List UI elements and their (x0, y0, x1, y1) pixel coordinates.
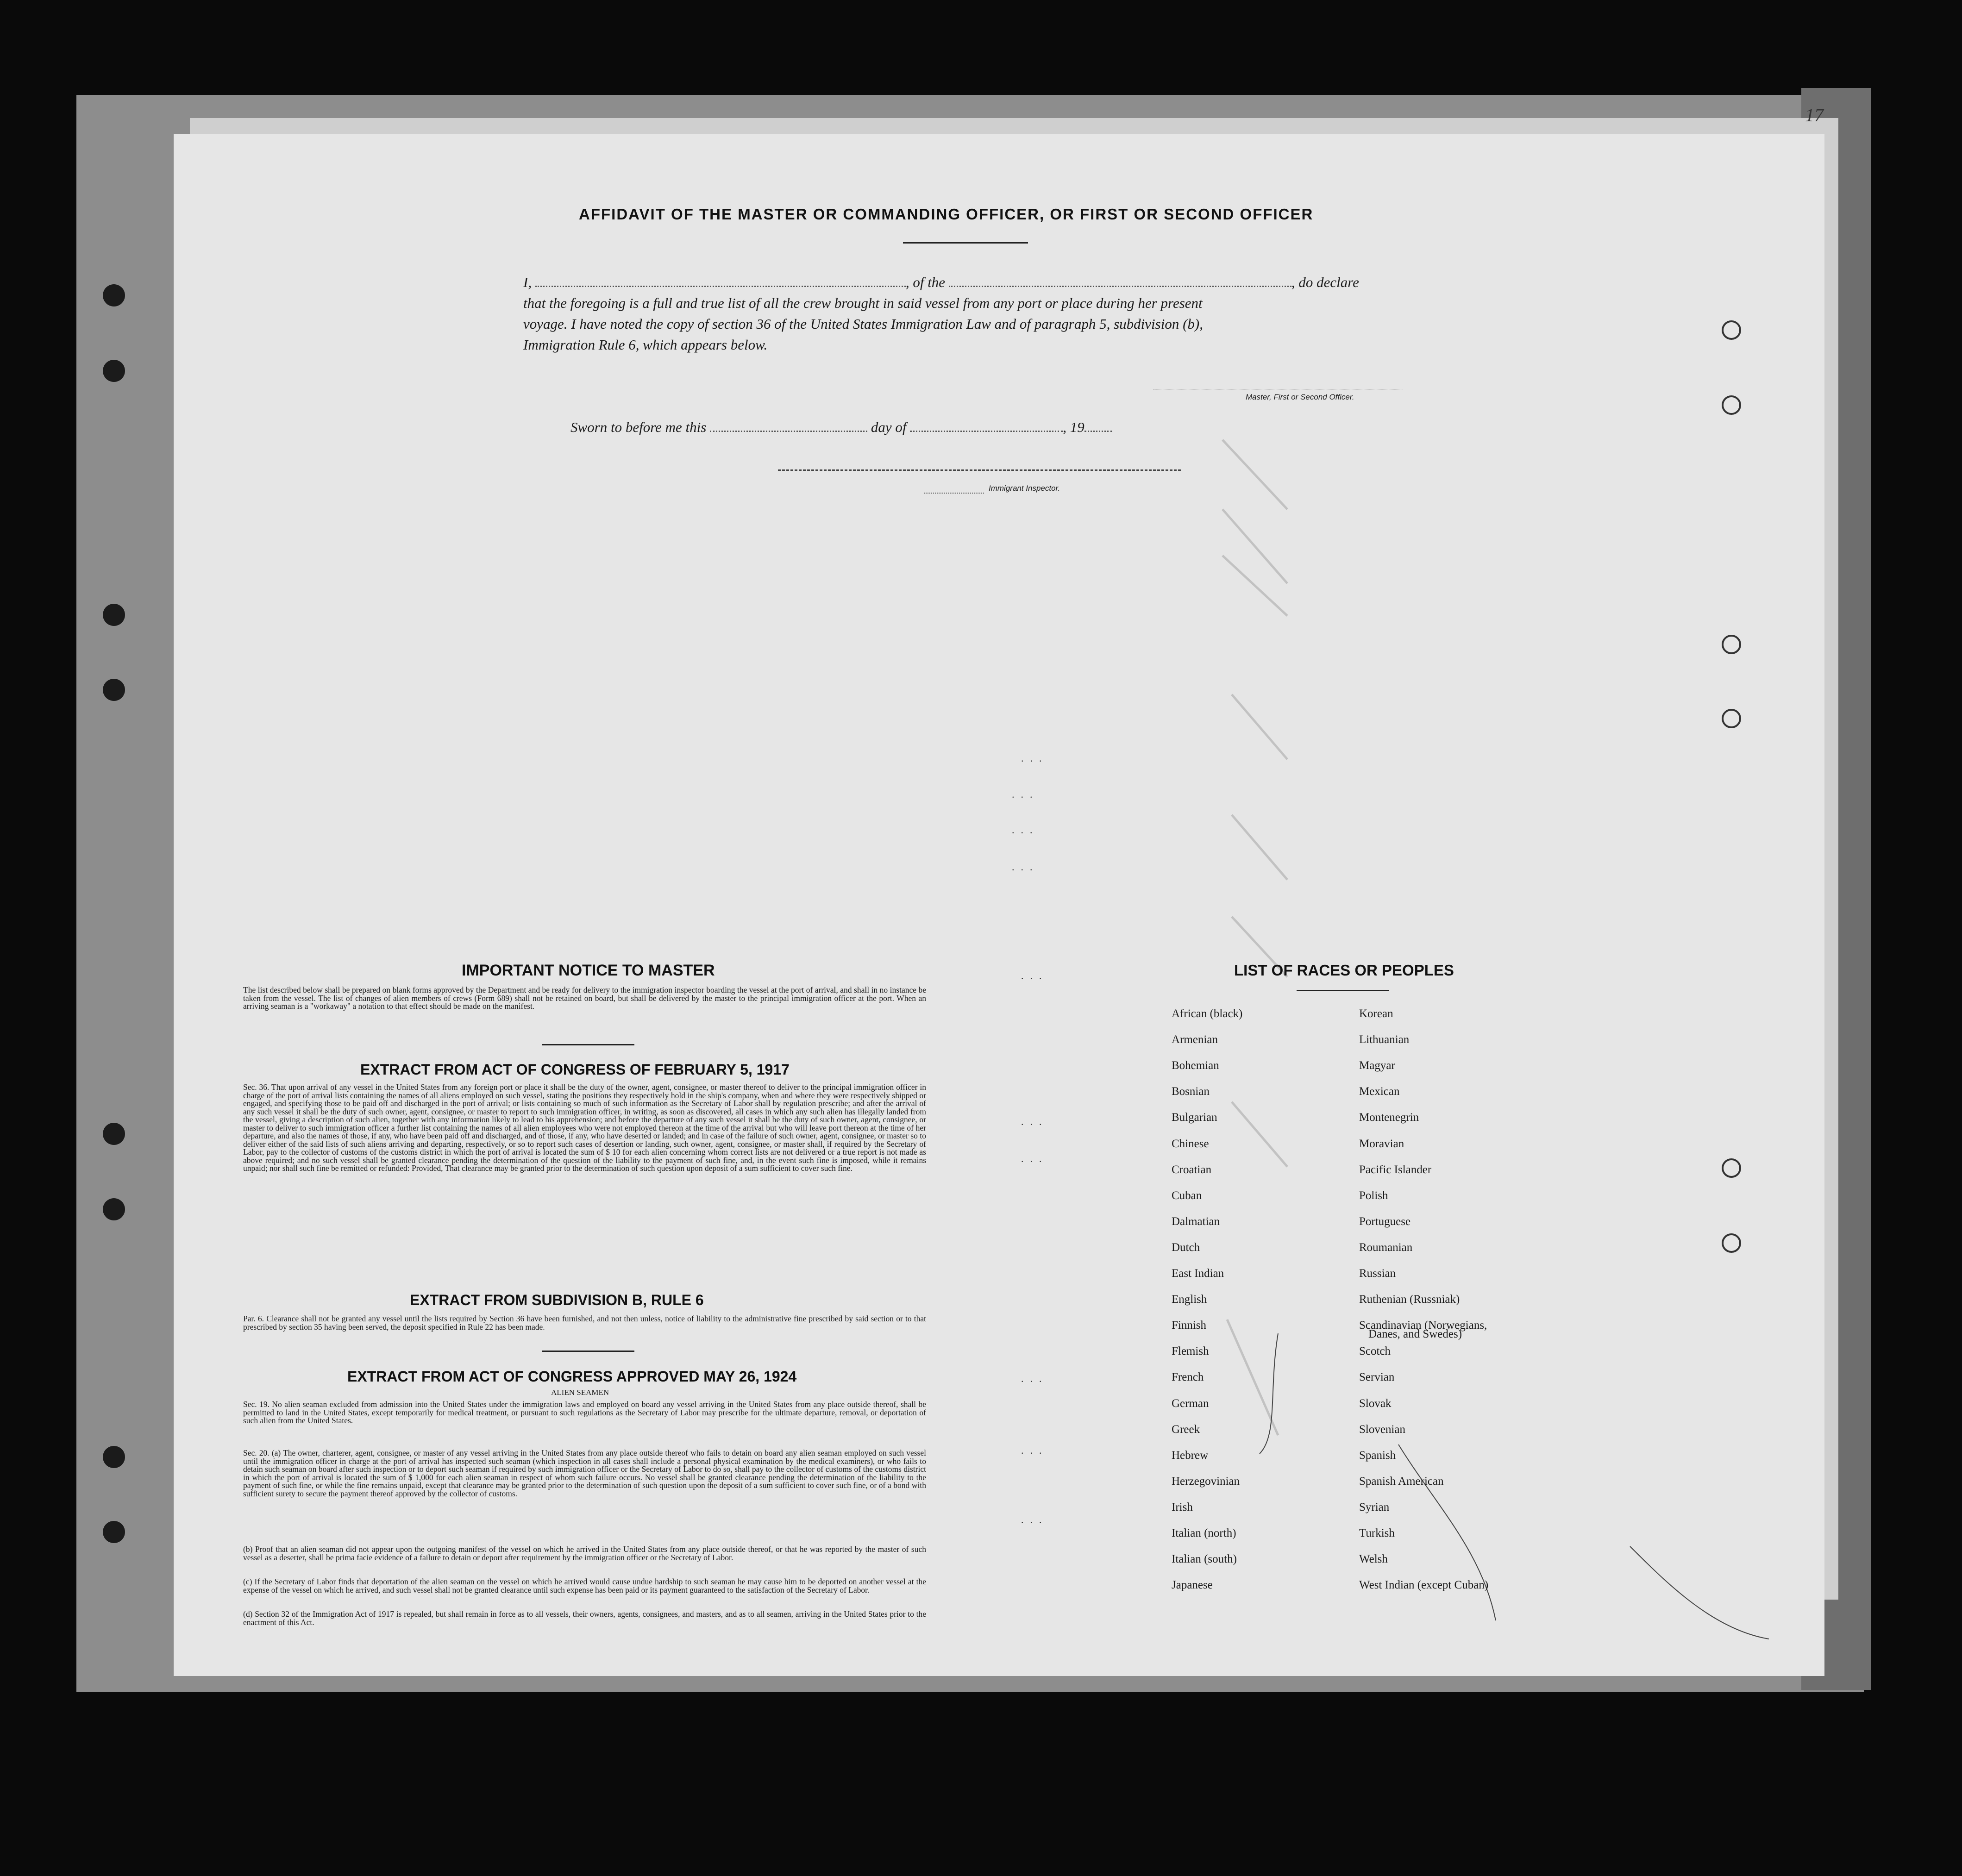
race-item: Russian (1359, 1267, 1396, 1280)
race-item: Herzegovinian (1172, 1475, 1240, 1488)
notice-text: The list described below shall be prepared on blank forms approved by the Department and be ready for delivery to the immigration inspector boarding the vessel at the port of arrival, and shall in no instance be taken from the vessel. The list of changes of alien members of crews (Form 689) shall not be retained on board, but shall be delivered by the master to the principal immigration officer at the port. When an arriving seaman is a "workaway" a notation to that effect should be made on the manifest. (243, 985, 926, 1011)
race-item: Roumanian (1359, 1241, 1413, 1254)
race-item: Cuban (1172, 1189, 1202, 1202)
race-item: African (black) (1172, 1007, 1243, 1020)
extract-1917-text: Sec. 36. That upon arrival of any vessel in the United States from any foreign port or place it shall be the duty of the owner, agent, consignee, or master thereof to deliver to the principal immigration officer in charge of the port of arrival lists containing the names of all aliens employed on such vessel, stating the positions they respectively hold in the ship's company, when and where they were respectively shipped or engaged, and specifying those to be paid off and discharged in the port of arrival; or lists containing so much of such information as the Secretary of Labor shall by regulation prescribe; and after the arrival of any such vessel it shall be the duty of such owner, agent, consignee, or master to report to such immigration officer, in writing, as soon as discovered, all cases in which any such alien has illegally landed from the vessel, giving a description of such alien, together with any information likely to lead to his apprehension; and before the departure of any such vessel it shall be the duty of such owner, agent, consignee, or master to deliver to such immigration officer a further list containing the names of all alien employees who were not employed thereon at the time of the arrival but who will leave port thereon at the time of her departure, and also the names of those, if any, who have been paid off and discharged, and of those, if any, who have deserted or landed; and in case of the failure of such owner, agent, consignee, or master so to deliver either of the said lists of such aliens arriving and departing, respectively, or so to report such cases of desertion or landing, such owner, agent, consignee, or master shall, if required by the Secretary of Labor, pay to the collector of customs of the customs district in which the port of arrival is located the sum of $ 10 for each alien concerning whom correct lists are not delivered or a true report is not made as above required; and no such vessel shall be granted clearance pending the determination of the question of the liability to the payment of such fine, and, in the event such fine is imposed, while it remains unpaid; nor shall such fine be remitted or refunded: Provided, That clearance may be granted prior to the determination of such question upon deposit of a sum sufficient to cover such fine. (243, 1082, 926, 1173)
year-label: , 19 (1063, 419, 1084, 435)
race-item: Bosnian (1172, 1085, 1210, 1098)
race-item: Slovak (1359, 1397, 1392, 1410)
sec19-text: Sec. 19. No alien seaman excluded from admission into the United States under the immigration laws and employed on board any vessel arriving in the United States from any place outside thereof, shall be permitted to land in the United States, except temporarily for medical treatment, or pursuant to such regulations as the Secretary of Labor may prescribe for the ultimate departure, removal, or deportation of such alien from the United States. (243, 1400, 926, 1425)
extract-1924-title: EXTRACT FROM ACT OF CONGRESS APPROVED MAY 26, 1924 (347, 1368, 797, 1385)
race-item: Greek (1172, 1423, 1200, 1436)
race-item: English (1172, 1293, 1207, 1306)
race-item: Pacific Islander (1359, 1163, 1432, 1176)
race-item: Moravian (1359, 1138, 1404, 1150)
affidavit-line-3: voyage. I have noted the copy of section 36 of the United States Immigration Law and of paragraph 5, subdivision (b), (523, 316, 1203, 332)
race-item: Scandinavian (Norwegians, (1359, 1319, 1487, 1332)
race-item: Mexican (1359, 1085, 1400, 1098)
dot-mark: ... (1012, 788, 1039, 800)
master-caption: Master, First or Second Officer. (1246, 393, 1354, 401)
race-item: Scotch (1359, 1345, 1391, 1357)
race-item: Armenian (1172, 1033, 1218, 1046)
do-declare-label: , do declare (1291, 274, 1359, 290)
race-item: Turkish (1359, 1527, 1395, 1539)
race-item: Polish (1359, 1189, 1388, 1202)
race-item: Ruthenian (Russniak) (1359, 1293, 1460, 1306)
sworn-label: Sworn to before me this (570, 419, 707, 435)
affidavit-title: AFFIDAVIT OF THE MASTER OR COMMANDING OFFICER, OR FIRST OR SECOND OFFICER (579, 206, 1314, 223)
race-item: West Indian (except Cuban) (1359, 1579, 1489, 1591)
dot-mark: ... (1021, 752, 1048, 764)
extract-rule6-text: Par. 6. Clearance shall not be granted any vessel until the lists required by Section 36 have been furnished, and not then unless, notice of liability to the administrative fine prescribed by said section or to that prescribed by section 35 having been served, the deposit specified in Rule 22 has been made. (243, 1314, 926, 1332)
race-item: Irish (1172, 1501, 1193, 1513)
dot-mark: ... (1021, 1153, 1048, 1164)
notice-title: IMPORTANT NOTICE TO MASTER (462, 962, 715, 979)
race-item: Flemish (1172, 1345, 1209, 1357)
race-item: Lithuanian (1359, 1033, 1410, 1046)
race-item: Spanish American (1359, 1475, 1444, 1488)
extract-1917-title: EXTRACT FROM ACT OF CONGRESS OF FEBRUARY 5, 1917 (360, 1061, 790, 1078)
race-item: Syrian (1359, 1501, 1390, 1513)
race-item: Dalmatian (1172, 1215, 1220, 1228)
race-item: Danes, and Swedes) (1368, 1328, 1462, 1340)
race-item: Korean (1359, 1007, 1393, 1020)
day-of-label: day of (871, 419, 907, 435)
dot-mark: ... (1021, 1514, 1048, 1526)
affidavit-line-2: that the foregoing is a full and true list of all the crew brought in said vessel from any port or place during her present (523, 295, 1203, 311)
dot-mark: ... (1021, 1445, 1048, 1456)
dot-mark: ... (1021, 1116, 1048, 1127)
i-label: I, (523, 274, 532, 290)
race-item: Bohemian (1172, 1059, 1219, 1072)
rule6-rule (542, 1351, 634, 1352)
race-item: French (1172, 1371, 1204, 1383)
race-item: Servian (1359, 1371, 1395, 1383)
race-item: Italian (south) (1172, 1553, 1237, 1565)
of-the-label: , of the (905, 274, 946, 290)
dot-mark: ... (1021, 1373, 1048, 1384)
extract-rule6-title: EXTRACT FROM SUBDIVISION B, RULE 6 (410, 1292, 704, 1308)
sec20c-text: (c) If the Secretary of Labor finds that deportation of the alien seaman on the vessel on which he arrived would cause undue hardship to such seaman he may cause him to be deported on another vessel at the expense of the vessel on which he arrived, and such vessel shall not be granted clearance until such expense has been paid or its payment guaranteed to the satisfaction of the Secretary of Labor. (243, 1577, 926, 1595)
race-item: Welsh (1359, 1553, 1388, 1565)
race-item: Montenegrin (1359, 1111, 1419, 1124)
race-item: Hebrew (1172, 1449, 1209, 1462)
alien-seamen-subtitle: ALIEN SEAMEN (551, 1388, 609, 1397)
race-item: Magyar (1359, 1059, 1395, 1072)
race-item: Japanese (1172, 1579, 1213, 1591)
affidavit-line-4: Immigration Rule 6, which appears below. (523, 337, 768, 353)
notice-rule (542, 1044, 634, 1045)
inspector-caption: Immigrant Inspector. (989, 484, 1060, 493)
race-item: German (1172, 1397, 1209, 1410)
race-item: Portuguese (1359, 1215, 1411, 1228)
page-number: 17 (1805, 105, 1824, 125)
races-title: LIST OF RACES OR PEOPLES (1234, 962, 1454, 979)
race-item: East Indian (1172, 1267, 1224, 1280)
sec20b-text: (b) Proof that an alien seaman did not appear upon the outgoing manifest of the vessel on which he arrived in the United States from any place outside thereof, or that he was reported by the master of such vessel as a deserter, shall be prima facie evidence of a failure to detain or deport after requirement by the immigration officer or the Secretary of Labor. (243, 1545, 926, 1562)
dot-mark: ... (1021, 970, 1048, 982)
race-item: Italian (north) (1172, 1527, 1236, 1539)
sec20a-text: Sec. 20. (a) The owner, charterer, agent, consignee, or master of any vessel arriving in the United States from any place outside thereof who fails to detain on board any alien seaman employed on such vessel until the immigration officer in charge at the port of arrival has inspected such seaman (which inspection in all cases shall include a personal physical examination by the medical examiners), or who fails to detain such seaman on board after such inspection or to deport such seaman if required by such immigration officer or the Secretary of Labor to do so, shall pay to the collector of customs of the customs district in which the port of arrival is located the sum of $ 1,000 for each alien seaman in respect of whom such failure occurs. No vessel shall be granted clearance pending the determination of the liability to the payment of such fine, or while the fine remains unpaid, except that clearance may be granted prior to the determination of such question upon the deposit of a sum sufficient to cover such fine, or of a bond with sufficient surety to secure the payment thereof approved by the collector of customs. (243, 1448, 926, 1498)
race-item: Bulgarian (1172, 1111, 1217, 1124)
dot-mark: ... (1012, 861, 1039, 873)
race-item: Croatian (1172, 1163, 1212, 1176)
races-rule (1297, 990, 1389, 991)
race-item: Spanish (1359, 1449, 1396, 1462)
dot-mark: ... (1012, 824, 1039, 836)
race-item: Slovenian (1359, 1423, 1405, 1436)
race-item: Dutch (1172, 1241, 1200, 1254)
race-item: Chinese (1172, 1138, 1209, 1150)
race-item: Finnish (1172, 1319, 1207, 1332)
sec20d-text: (d) Section 32 of the Immigration Act of 1917 is repealed, but shall remain in force as to all vessels, their owners, agents, consignees, and masters, and as to all seamen, arriving in the United States prior to the enactment of this Act. (243, 1609, 926, 1627)
